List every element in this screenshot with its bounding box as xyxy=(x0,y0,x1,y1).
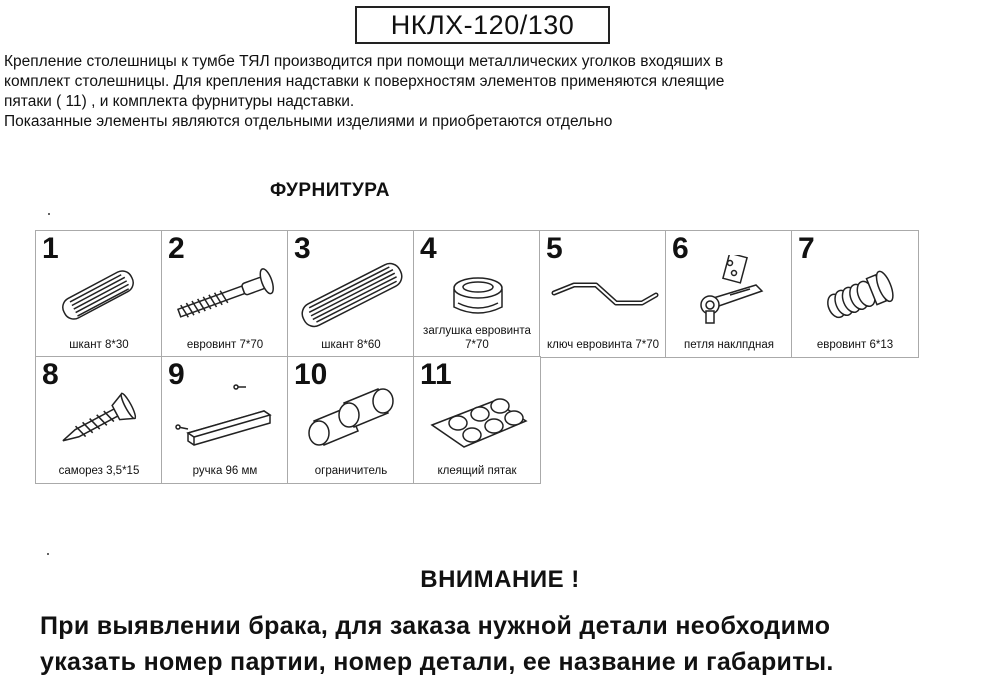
item-caption: заглушка евровинта 7*70 xyxy=(423,325,531,351)
hex-key-icon xyxy=(544,255,662,329)
short-euro-screw-icon xyxy=(796,255,914,329)
warning-text xyxy=(40,608,1000,680)
item-caption: саморез 3,5*15 xyxy=(58,465,140,477)
item-number: 6 xyxy=(672,232,689,265)
warning-title: ВНИМАНИЕ ! xyxy=(420,566,580,593)
item-number: 5 xyxy=(546,232,563,265)
intro-text xyxy=(4,52,994,132)
warning-line: При выявлении брака, для заказа нужной детали необходимо xyxy=(40,612,831,640)
item-number: 7 xyxy=(798,232,815,265)
item-number: 9 xyxy=(168,358,185,391)
item-caption: шкант 8*60 xyxy=(321,339,381,351)
long-dowel-icon xyxy=(292,255,410,329)
item-caption: клеящий пятак xyxy=(437,465,517,477)
adhesive-pads-icon xyxy=(418,381,536,455)
stopper-icon xyxy=(292,381,410,455)
intro-line: комплект столешницы. Для крепления надставки к поверхностям элементов применяются клеящие xyxy=(4,73,725,90)
item-caption: ключ евровинта 7*70 xyxy=(546,339,659,351)
hinge-icon xyxy=(670,255,788,329)
item-caption: шкант 8*30 xyxy=(69,339,129,351)
item-number: 8 xyxy=(42,358,59,391)
print-mark xyxy=(48,213,50,215)
hardware-item-1 xyxy=(35,230,163,358)
item-caption: ручка 96 мм xyxy=(192,465,258,477)
euro-screw-icon xyxy=(166,255,284,329)
item-number: 11 xyxy=(420,358,452,391)
hardware-section-title: ФУРНИТУРА xyxy=(270,180,391,201)
item-caption: ограничитель xyxy=(314,465,388,477)
item-number: 3 xyxy=(294,232,311,265)
hardware-item-3 xyxy=(287,230,415,358)
document-title: НКЛХ-120/130 xyxy=(355,6,610,44)
print-mark xyxy=(47,553,49,555)
warning-line: указать номер партии, номер детали, ее название и габариты. xyxy=(40,648,834,676)
hardware-item-10 xyxy=(287,356,415,484)
item-number: 2 xyxy=(168,232,185,265)
intro-line: пятаки ( 11) , и комплекта фурнитуры надставки. xyxy=(4,93,355,110)
item-number: 4 xyxy=(420,232,437,265)
hardware-item-4 xyxy=(413,230,541,358)
hardware-item-9 xyxy=(161,356,289,484)
dowel-icon xyxy=(40,255,158,329)
hardware-item-11 xyxy=(413,356,541,484)
item-caption: евровинт 7*70 xyxy=(186,339,264,351)
hardware-item-6 xyxy=(665,230,793,358)
hardware-item-7 xyxy=(791,230,919,358)
item-caption: евровинт 6*13 xyxy=(816,339,894,351)
item-number: 1 xyxy=(42,232,59,265)
handle-icon xyxy=(166,381,284,455)
item-number: 10 xyxy=(294,358,328,391)
intro-line: Показанные элементы являются отдельными изделиями и приобретаются отдельно xyxy=(4,113,613,130)
hardware-item-8 xyxy=(35,356,163,484)
wood-screw-icon xyxy=(40,381,158,455)
hardware-item-2 xyxy=(161,230,289,358)
item-caption: петля наклпдная xyxy=(684,339,774,351)
intro-line: Крепление столешницы к тумбе ТЯЛ производится при помощи металлических уголков входяших в xyxy=(4,53,724,70)
cap-plug-icon xyxy=(418,255,536,329)
hardware-item-5 xyxy=(539,230,667,358)
